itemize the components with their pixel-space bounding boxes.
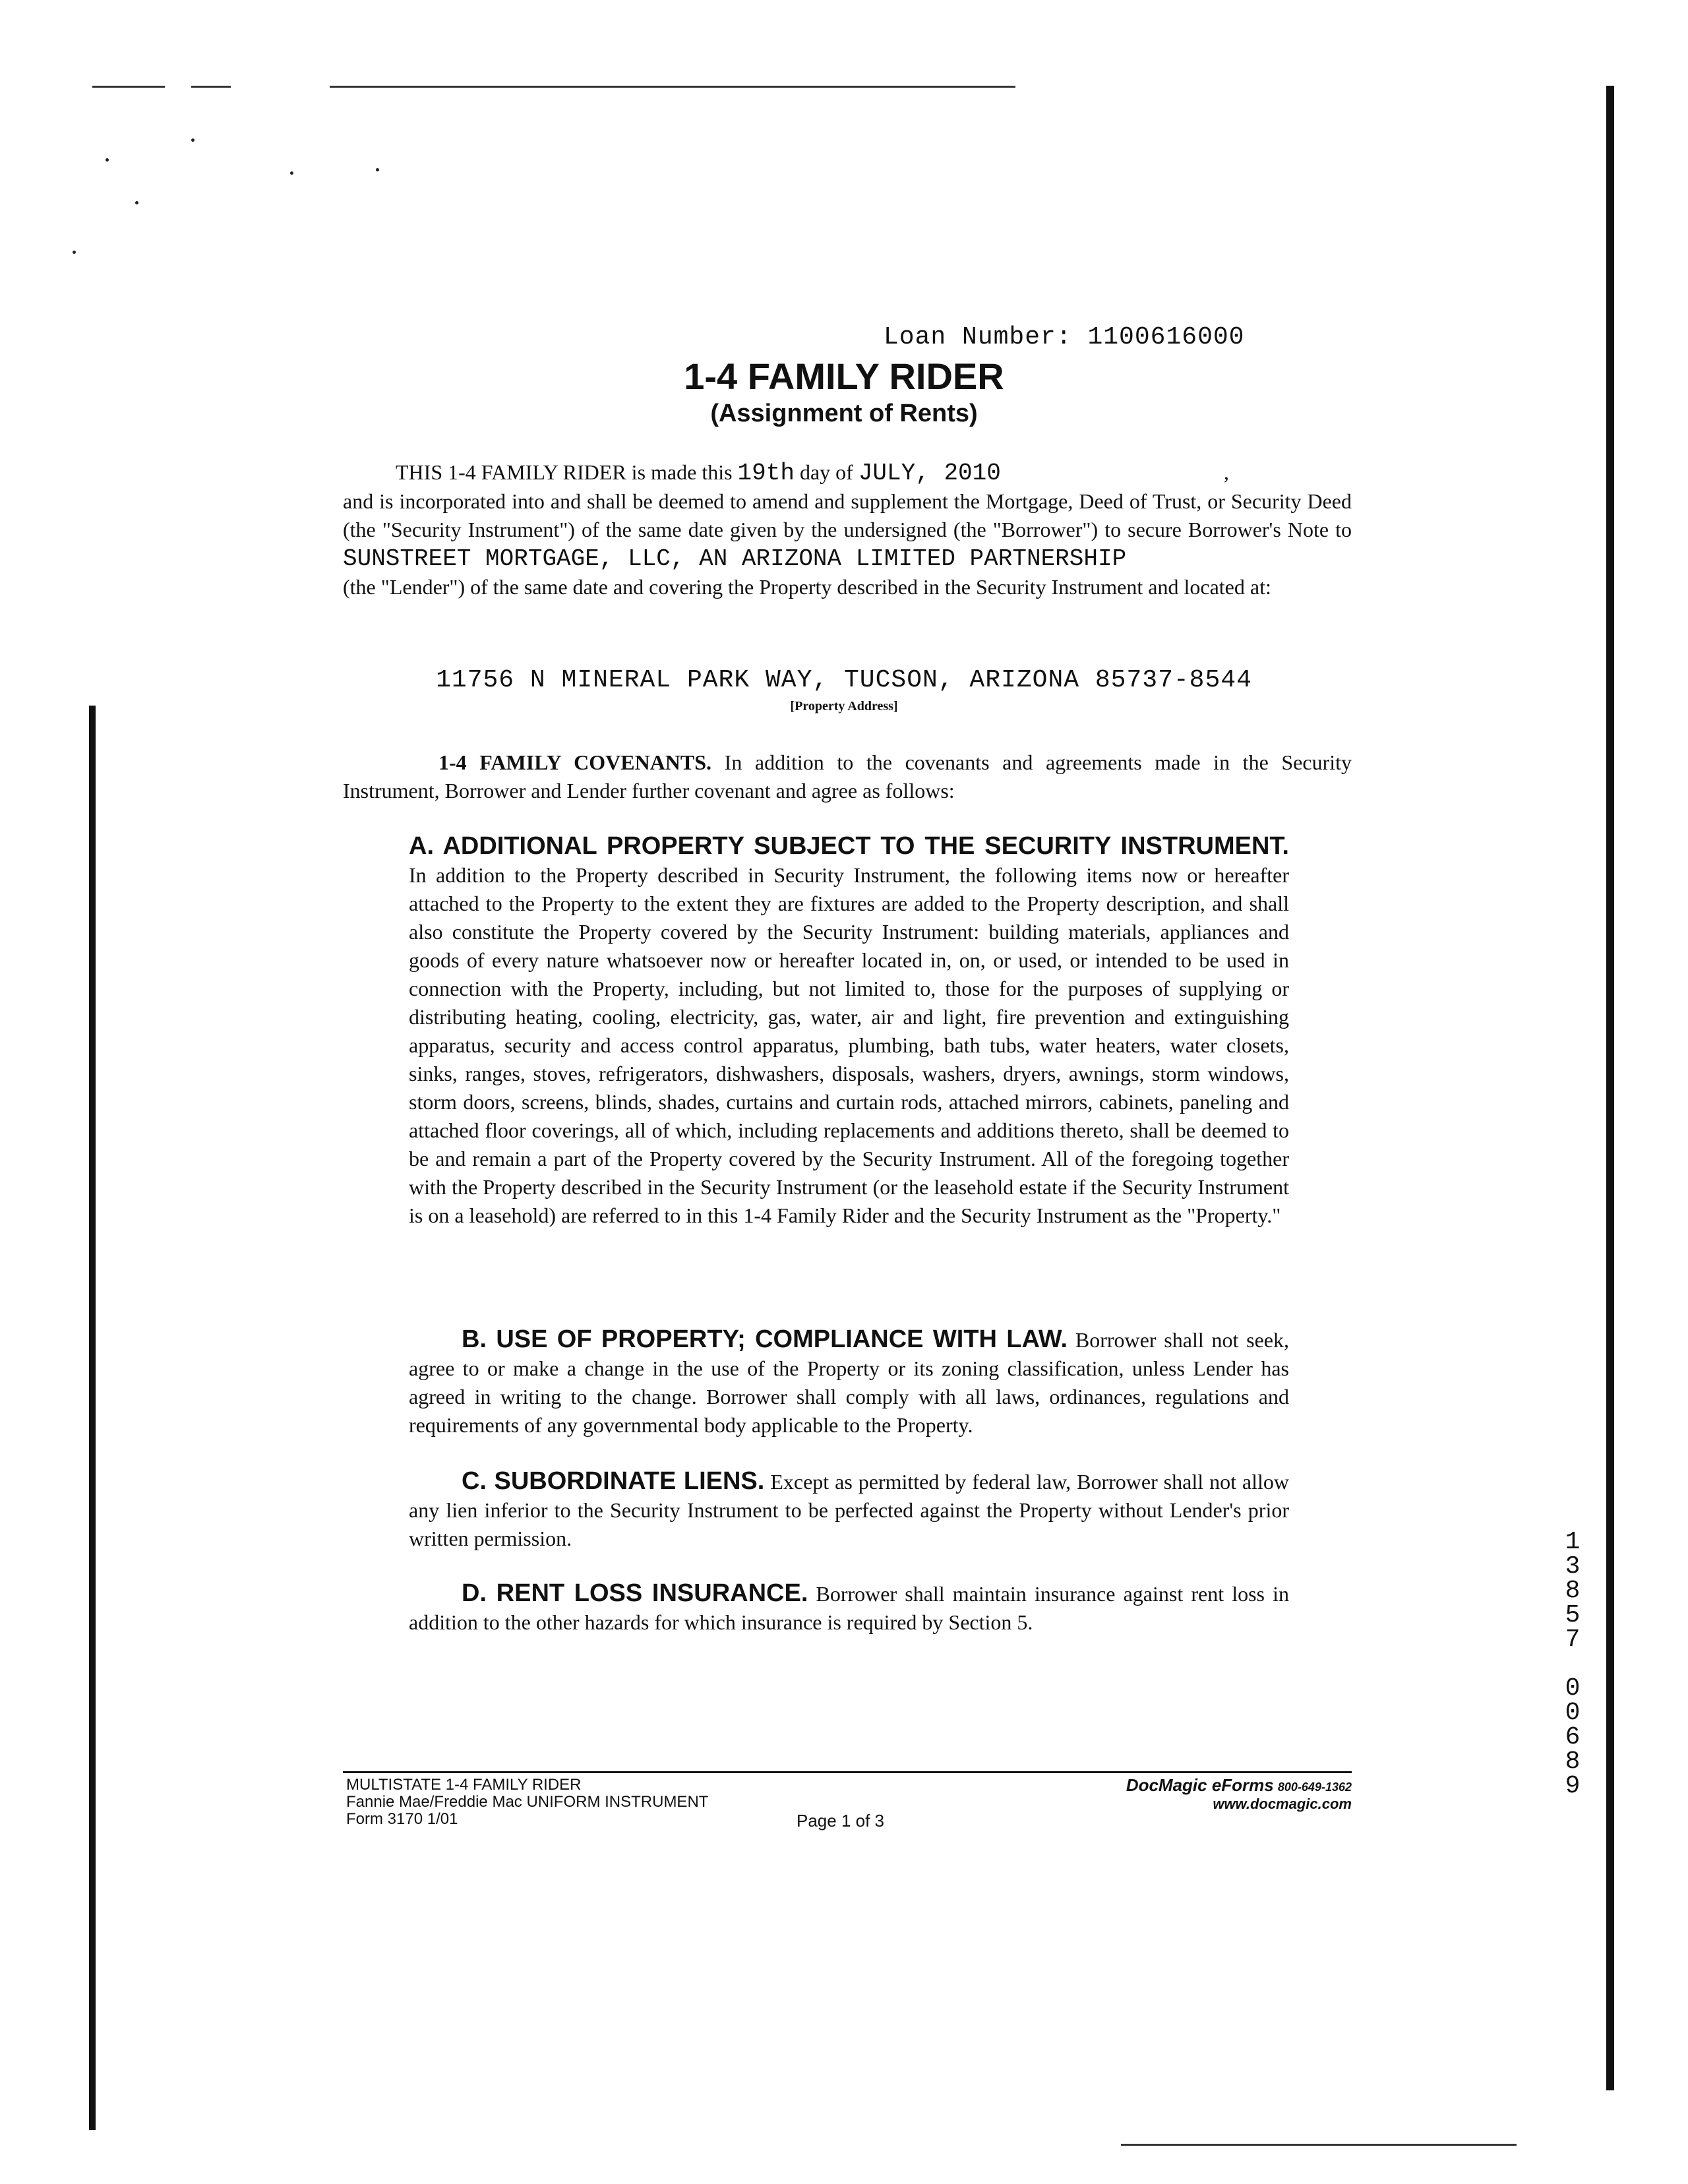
intro-text: and is incorporated into and shall be deemed to amend and supplement the Mortgage, Deed of Trust, or Security Deed (the "Security Instrument") of the same date given by the undersigned (the "Borrower") to secure Borrower's Note to: [343, 489, 1352, 541]
stamp-digit: 8: [1565, 1747, 1581, 1776]
section-a-heading: A. ADDITIONAL PROPERTY SUBJECT TO THE SECURITY INSTRUMENT.: [409, 832, 1289, 860]
stamp-digit: 1: [1565, 1528, 1581, 1556]
footer-form-number: Form 3170 1/01: [346, 1810, 458, 1828]
section-b-text: Borrower shall not seek, agree to or make a change in the use of the Property or its zoning classification, unless Lender has agreed in writing to the change. Borrower shall comply with all laws, ordinances, regulations and requirements of any governmental body applicable to the Property.: [409, 1328, 1289, 1437]
vendor-website: www.docmagic.com: [1213, 1796, 1352, 1812]
stamp-digit: 0: [1565, 1674, 1581, 1703]
intro-text: day of: [799, 460, 853, 484]
lender-name: SUNSTREET MORTGAGE, LLC, AN ARIZONA LIMITED PARTNERSHIP: [343, 545, 1127, 572]
stamp-digit: 3: [1565, 1552, 1581, 1581]
covenants-paragraph: [343, 748, 1352, 805]
scan-artifact-line: [1121, 2144, 1517, 2146]
scan-artifact-dot: [73, 251, 76, 254]
scan-edge-left: [89, 706, 96, 2130]
scan-artifact-dot: [106, 158, 109, 162]
footer-vendor: [1029, 1776, 1352, 1813]
section-c-heading: C. SUBORDINATE LIENS.: [462, 1467, 765, 1495]
scan-artifact-dot: [290, 171, 293, 175]
section-b: [409, 1325, 1289, 1440]
scan-artifact-line: [330, 86, 1015, 88]
footer-form-title: MULTISTATE 1-4 FAMILY RIDER: [346, 1776, 582, 1794]
covenants-text: In addition to the covenants and agreements made in the Security Instrument, Borrower and Lender further covenant and agree as follows:: [343, 750, 1352, 803]
rider-day: 19th: [737, 460, 795, 487]
document-title: 1-4 FAMILY RIDER: [684, 355, 1004, 397]
intro-text: (the "Lender") of the same date and covering the Property described in the Security Instrument and located at:: [343, 575, 1271, 599]
vendor-brand: DocMagic eForms: [1126, 1775, 1274, 1795]
covenants-heading: 1-4 FAMILY COVENANTS.: [438, 750, 712, 774]
scan-artifact-dot: [376, 168, 379, 171]
section-a-text: In addition to the Property described in Security Instrument, the following items now or hereafter attached to the Property to the extent they are fixtures are added to the Property description, and shall also constitute the Property covered by the Security Instrument: building materials, appliances and goods of every nature whatsoever now or hereafter located in, on, or used, or intended to be used in connection with the Property, including, but not limited to, those for the purposes of supplying or distributing heating, cooling, electricity, gas, water, air and light, fire prevention and extinguishing apparatus, security and access control apparatus, plumbing, bath tubs, water heaters, water closets, sinks, ranges, stoves, refrigerators, dishwashers, disposals, washers, dryers, awnings, storm windows, storm doors, screens, blinds, shades, curtains and curtain rods, attached mirrors, cabinets, paneling and attached floor coverings, all of which, including replacements and additions thereto, shall be deemed to be and remain a part of the Property covered by the Security Instrument. All of the foregoing together with the Property described in the Security Instrument (or the leasehold estate if the Security Instrument is on a leasehold) are referred to in this 1-4 Family Rider and the Security Instrument as the "Property.": [409, 863, 1289, 1227]
stamp-digit: 5: [1565, 1601, 1581, 1629]
margin-recording-stamp: [1553, 1530, 1592, 1798]
vendor-phone: 800-649-1362: [1277, 1780, 1352, 1794]
intro-paragraph: [343, 458, 1352, 601]
footer-divider: [343, 1771, 1352, 1773]
stamp-digit: 0: [1565, 1699, 1581, 1727]
rider-month-year: JULY, 2010: [858, 460, 1001, 487]
section-a: [409, 832, 1289, 1230]
scan-artifact-dot: [135, 201, 138, 204]
intro-comma: ,: [1223, 460, 1229, 484]
scan-artifact-dot: [191, 138, 195, 142]
intro-line-1: [343, 458, 1352, 487]
scan-artifact-line: [191, 86, 231, 88]
section-c-text: Except as permitted by federal law, Borrower shall not allow any lien inferior to the Security Instrument to be perfected against the Property without Lender's prior written permission.: [409, 1470, 1290, 1550]
section-d-text: Borrower shall maintain insurance against rent loss in addition to the other hazards for which insurance is required by Section 5.: [409, 1582, 1290, 1634]
page-number: Page 1 of 3: [797, 1811, 884, 1831]
stamp-digit: 6: [1565, 1723, 1581, 1751]
property-address: 11756 N MINERAL PARK WAY, TUCSON, ARIZONA 85737-8544: [436, 666, 1252, 694]
section-d-heading: D. RENT LOSS INSURANCE.: [462, 1579, 808, 1607]
scan-artifact-line: [92, 86, 165, 88]
stamp-gap: [1553, 1652, 1592, 1676]
footer-instrument: Fannie Mae/Freddie Mac UNIFORM INSTRUMENT: [346, 1793, 709, 1811]
loan-number: Loan Number: 1100616000: [884, 323, 1245, 351]
stamp-digit: 7: [1565, 1625, 1581, 1654]
stamp-digit: 8: [1565, 1577, 1581, 1605]
document-subtitle: (Assignment of Rents): [710, 400, 978, 427]
intro-text: THIS 1-4 FAMILY RIDER is made this: [396, 460, 733, 484]
section-d: [409, 1579, 1289, 1637]
footer-form-info: [346, 1776, 708, 1828]
section-b-heading: B. USE OF PROPERTY; COMPLIANCE WITH LAW.: [462, 1325, 1068, 1353]
property-address-label: [Property Address]: [790, 699, 898, 713]
stamp-digit: 9: [1565, 1772, 1581, 1800]
section-c: [409, 1467, 1289, 1553]
